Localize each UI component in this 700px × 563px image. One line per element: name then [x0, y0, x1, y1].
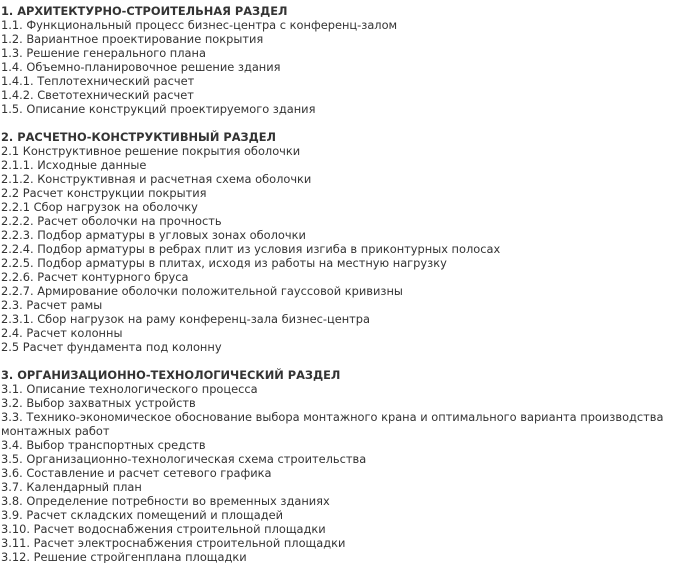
- list-item: 2.4. Расчет колонны: [1, 326, 123, 340]
- section-structural: [0, 130, 690, 354]
- list-item: 3.11. Расчет электроснабжения строительной площадки: [1, 536, 346, 550]
- list-item: 3.5. Организационно-технологическая схема строительства: [1, 452, 367, 466]
- list-item: 2.3. Расчет рамы: [1, 298, 103, 312]
- list-item: 3.12. Решение стройгенплана площадки: [1, 550, 247, 563]
- list-item: 2.1.2. Конструктивная и расчетная схема оболочки: [1, 172, 312, 186]
- list-item: 2.1.1. Исходные данные: [1, 158, 147, 172]
- list-item: 1.5. Описание конструкций проектируемого здания: [1, 102, 316, 116]
- list-item: 3.8. Определение потребности во временных зданиях: [1, 494, 330, 508]
- list-item: 2.2.1 Сбор нагрузок на оболочку: [1, 200, 198, 214]
- list-item: 1.4.2. Светотехнический расчет: [1, 88, 194, 102]
- list-item: 1.2. Вариантное проектирование покрытия: [1, 32, 264, 46]
- list-item: 2.2.5. Подбор арматуры в плитах, исходя из работы на местную нагрузку: [1, 256, 447, 270]
- section-organizational: [0, 368, 690, 563]
- list-item: 2.2.4. Подбор арматуры в ребрах плит из условия изгиба в приконтурных полосах: [1, 242, 501, 256]
- list-item: 2.3.1. Сбор нагрузок на раму конференц-зала бизнес-центра: [1, 312, 371, 326]
- list-item: 1.4. Объемно-планировочное решение здания: [1, 60, 281, 74]
- section-heading: 2. РАСЧЕТНО-КОНСТРУКТИВНЫЙ РАЗДЕЛ: [1, 130, 276, 144]
- list-item: 2.2.6. Расчет контурного бруса: [1, 270, 189, 284]
- list-item: 3.6. Составление и расчет сетевого графика: [1, 466, 272, 480]
- list-item: 3.2. Выбор захватных устройств: [1, 396, 196, 410]
- list-item: 2.2.3. Подбор арматуры в угловых зонах оболочки: [1, 228, 306, 242]
- section-heading: 3. ОРГАНИЗАЦИОННО-ТЕХНОЛОГИЧЕСКИЙ РАЗДЕЛ: [1, 368, 341, 382]
- list-item: 3.4. Выбор транспортных средств: [1, 438, 206, 452]
- list-item: 2.5 Расчет фундамента под колонну: [1, 340, 222, 354]
- list-item: 1.1. Функциональный процесс бизнес-центра с конференц-залом: [1, 18, 398, 32]
- section-heading: 1. АРХИТЕКТУРНО-СТРОИТЕЛЬНАЯ РАЗДЕЛ: [1, 4, 288, 18]
- list-item: 3.10. Расчет водоснабжения строительной площадки: [1, 522, 326, 536]
- list-item: 2.1 Конструктивное решение покрытия оболочки: [1, 144, 301, 158]
- list-item: 3.1. Описание технологического процесса: [1, 382, 258, 396]
- list-item: 2.2 Расчет конструкции покрытия: [1, 186, 207, 200]
- list-item: 1.4.1. Теплотехнический расчет: [1, 74, 195, 88]
- list-item: 2.2.7. Армирование оболочки положительной гауссовой кривизны: [1, 284, 403, 298]
- list-item: 3.3. Технико-экономическое обоснование выбора монтажного крана и оптимального варианта производства монтажных работ: [1, 410, 664, 438]
- list-item: 2.2.2. Расчет оболочки на прочность: [1, 214, 222, 228]
- list-item: 1.3. Решение генерального плана: [1, 46, 206, 60]
- list-item: 3.7. Календарный план: [1, 480, 142, 494]
- list-item: 3.9. Расчет складских помещений и площадей: [1, 508, 283, 522]
- section-architectural: [0, 4, 690, 116]
